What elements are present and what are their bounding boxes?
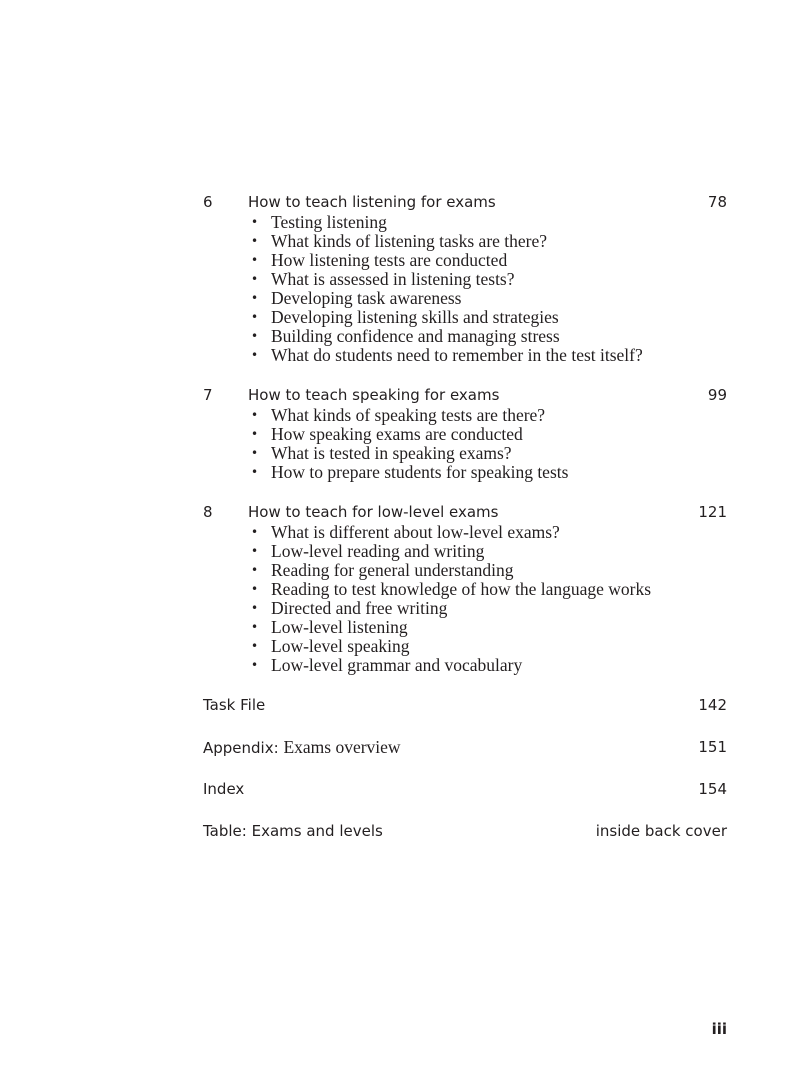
list-item (249, 213, 727, 232)
list-item (249, 542, 727, 561)
topic-text: Building confidence and managing stress (271, 326, 560, 346)
list-item (249, 561, 727, 580)
entry-title: Table: Exams and levels (203, 822, 383, 840)
entry-label[interactable] (203, 736, 401, 759)
topic-text: Reading to test knowledge of how the language works (271, 579, 652, 599)
list-item (249, 618, 727, 637)
entry-page-number: 154 (698, 780, 727, 798)
chapter-page-number: 78 (707, 193, 727, 211)
bullet-icon: • (251, 329, 259, 343)
bullet-icon: • (251, 310, 259, 324)
toc-entry-task-file (203, 694, 727, 716)
entry-page-number: inside back cover (595, 822, 727, 840)
topic-text: Directed and free writing (271, 598, 448, 618)
entry-title: Appendix: (203, 739, 279, 757)
bullet-icon: • (251, 620, 259, 634)
bullet-icon: • (251, 348, 259, 362)
topic-text: Developing task awareness (271, 288, 462, 308)
list-item (249, 270, 727, 289)
bullet-icon: • (251, 582, 259, 596)
topic-text: Developing listening skills and strategies (271, 307, 559, 327)
entry-page-number: 151 (698, 738, 727, 756)
topic-text: Low-level reading and writing (271, 541, 485, 561)
list-item (249, 308, 727, 327)
list-item (249, 656, 727, 675)
chapter-8 (203, 501, 727, 675)
chapter-page-number: 99 (707, 386, 727, 404)
list-item (249, 406, 727, 425)
topic-list (249, 213, 727, 365)
list-item (249, 580, 727, 599)
bullet-icon: • (251, 639, 259, 653)
topic-list (249, 406, 727, 482)
entry-title: Task File (203, 696, 266, 714)
page-folio: iii (711, 1020, 727, 1038)
topic-text: Low-level speaking (271, 636, 410, 656)
bullet-icon: • (251, 427, 259, 441)
bullet-icon: • (251, 408, 259, 422)
list-item (249, 232, 727, 251)
chapter-6 (203, 191, 727, 365)
chapter-title[interactable]: How to teach speaking for exams (248, 386, 500, 404)
topic-text: What is tested in speaking exams? (271, 443, 512, 463)
entry-title: Index (203, 780, 245, 798)
bullet-icon: • (251, 272, 259, 286)
entry-label[interactable] (203, 778, 244, 800)
bullet-icon: • (251, 234, 259, 248)
chapter-number: 6 (203, 193, 213, 211)
list-item (249, 444, 727, 463)
topic-text: What is different about low-level exams? (271, 522, 560, 542)
bullet-icon: • (251, 601, 259, 615)
list-item (249, 289, 727, 308)
bullet-icon: • (251, 658, 259, 672)
chapter-title[interactable]: How to teach for low-level exams (248, 503, 499, 521)
chapter-number: 7 (203, 386, 213, 404)
bullet-icon: • (251, 446, 259, 460)
topic-text: What do students need to remember in the test itself? (271, 345, 643, 365)
topic-list (249, 523, 727, 675)
bullet-icon: • (251, 465, 259, 479)
bullet-icon: • (251, 544, 259, 558)
topic-text: Reading for general understanding (271, 560, 514, 580)
bullet-icon: • (251, 291, 259, 305)
topic-text: How speaking exams are conducted (271, 424, 523, 444)
chapter-7 (203, 384, 727, 482)
topic-text: Testing listening (271, 212, 387, 232)
chapter-heading (203, 191, 727, 213)
topic-text: Low-level grammar and vocabulary (271, 655, 523, 675)
chapter-page-number: 121 (698, 503, 727, 521)
entry-page-number: 142 (698, 696, 727, 714)
bullet-icon: • (251, 253, 259, 267)
chapter-heading (203, 384, 727, 406)
bullet-icon: • (251, 215, 259, 229)
entry-label[interactable] (203, 820, 383, 842)
list-item (249, 346, 727, 365)
chapter-number: 8 (203, 503, 213, 521)
chapter-heading (203, 501, 727, 523)
topic-text: What kinds of speaking tests are there? (271, 405, 546, 425)
toc-entry-appendix (203, 736, 727, 758)
list-item (249, 425, 727, 444)
list-item (249, 599, 727, 618)
list-item (249, 637, 727, 656)
topic-text: How to prepare students for speaking tests (271, 462, 569, 482)
toc-entry-index (203, 778, 727, 800)
list-item (249, 327, 727, 346)
topic-text: What kinds of listening tasks are there? (271, 231, 548, 251)
list-item (249, 463, 727, 482)
toc-entry-exams-table (203, 820, 727, 842)
list-item (249, 523, 727, 542)
bullet-icon: • (251, 563, 259, 577)
topic-text: How listening tests are conducted (271, 250, 508, 270)
bullet-icon: • (251, 525, 259, 539)
chapter-title[interactable]: How to teach listening for exams (248, 193, 496, 211)
list-item (249, 251, 727, 270)
entry-label[interactable] (203, 694, 265, 716)
topic-text: What is assessed in listening tests? (271, 269, 515, 289)
entry-subtitle: Exams overview (283, 737, 401, 757)
topic-text: Low-level listening (271, 617, 408, 637)
